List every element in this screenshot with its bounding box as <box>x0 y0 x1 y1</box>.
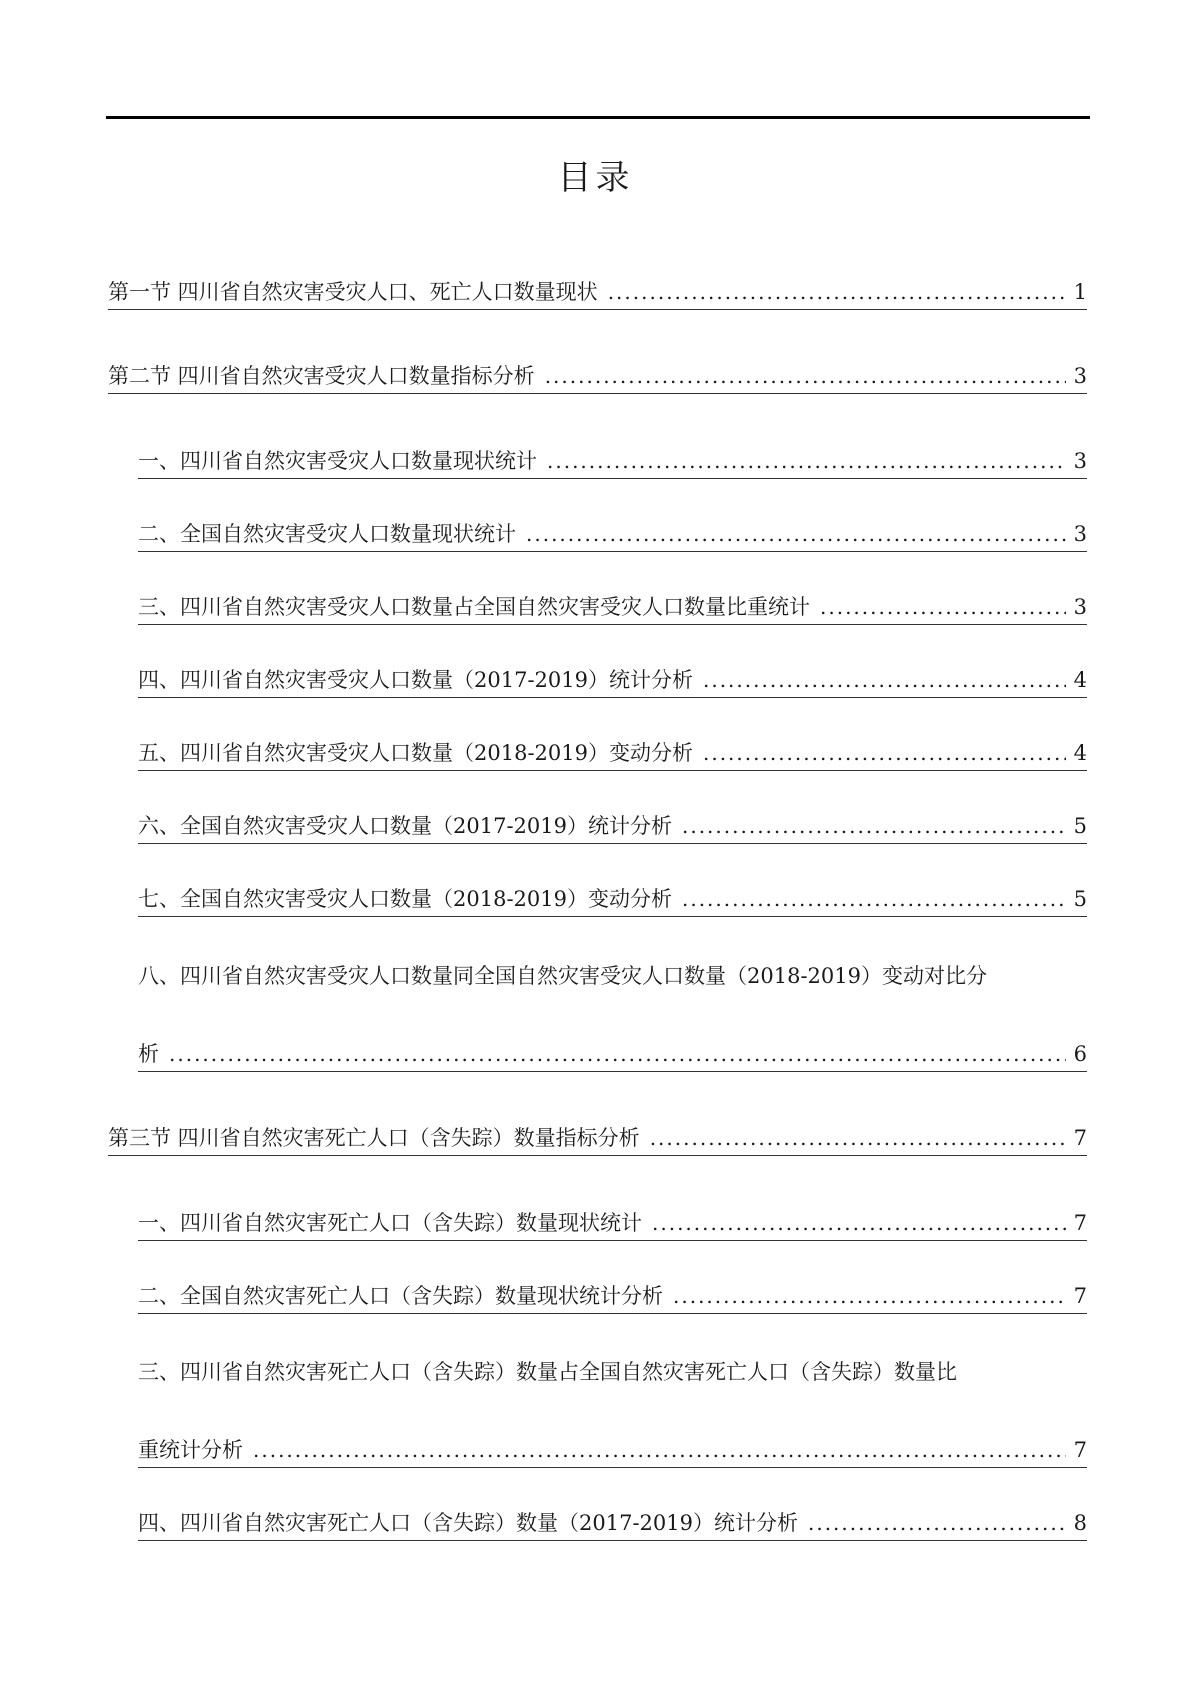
toc-entry-2-2[interactable] <box>138 516 1087 552</box>
dot-leader <box>253 1436 1066 1464</box>
toc-entry-text: 一、四川省自然灾害死亡人口（含失踪）数量现状统计 <box>138 1211 642 1235</box>
toc-page-number: 7 <box>1073 1126 1087 1150</box>
toc-entry-text: 析 <box>138 1042 159 1066</box>
toc-page-number: 4 <box>1073 668 1087 692</box>
toc-page-number: 1 <box>1073 280 1087 304</box>
dot-leader <box>703 666 1066 694</box>
toc-entry-text: 二、全国自然灾害死亡人口（含失踪）数量现状统计分析 <box>138 1284 663 1308</box>
toc-entry-3-1[interactable] <box>138 1205 1087 1241</box>
dot-leader <box>673 1282 1066 1310</box>
toc-entry-text: 五、四川省自然灾害受灾人口数量（2018-2019）变动分析 <box>138 741 693 765</box>
toc-entry-text: 重统计分析 <box>138 1438 243 1462</box>
toc-entry-text: 四、四川省自然灾害死亡人口（含失踪）数量（2017-2019）统计分析 <box>138 1511 798 1535</box>
toc-entry-2-7[interactable] <box>138 881 1087 917</box>
toc-page-number: 7 <box>1073 1211 1087 1235</box>
dot-leader <box>703 739 1066 767</box>
toc-entry-text: 七、全国自然灾害受灾人口数量（2018-2019）变动分析 <box>138 887 672 911</box>
toc-entry-2-5[interactable] <box>138 735 1087 771</box>
toc-page-number: 4 <box>1073 741 1087 765</box>
dot-leader <box>169 1040 1066 1068</box>
toc-entry-section-1[interactable] <box>108 274 1087 310</box>
toc-entry-text: 第三节 四川省自然灾害死亡人口（含失踪）数量指标分析 <box>108 1126 640 1150</box>
toc-entry-3-3-line1[interactable] <box>138 1358 1087 1394</box>
toc-entry-text: 六、全国自然灾害受灾人口数量（2017-2019）统计分析 <box>138 814 672 838</box>
toc-entry-3-4[interactable] <box>138 1505 1087 1541</box>
toc-page-number: 3 <box>1073 522 1087 546</box>
dot-leader <box>526 520 1066 548</box>
toc-page-number: 8 <box>1073 1511 1087 1535</box>
toc-entry-2-1[interactable] <box>138 443 1087 479</box>
toc-entry-2-6[interactable] <box>138 808 1087 844</box>
toc-page-number: 5 <box>1073 887 1087 911</box>
dot-leader <box>652 1209 1066 1237</box>
toc-page-number: 7 <box>1073 1438 1087 1462</box>
toc-entry-text: 一、四川省自然灾害受灾人口数量现状统计 <box>138 449 537 473</box>
toc-entry-text: 二、全国自然灾害受灾人口数量现状统计 <box>138 522 516 546</box>
toc-page-number: 6 <box>1073 1042 1087 1066</box>
dot-leader <box>808 1509 1066 1537</box>
toc-entry-3-3-line2[interactable] <box>138 1432 1087 1468</box>
toc-entry-2-3[interactable] <box>138 589 1087 625</box>
dot-leader <box>547 447 1066 475</box>
dot-leader <box>545 362 1066 390</box>
toc-page-number: 7 <box>1073 1284 1087 1308</box>
toc-entry-text: 四、四川省自然灾害受灾人口数量（2017-2019）统计分析 <box>138 668 693 692</box>
toc-entry-section-2[interactable] <box>108 358 1087 394</box>
page-title: 目录 <box>557 158 634 198</box>
toc-page-number: 5 <box>1073 814 1087 838</box>
toc-entry-text: 三、四川省自然灾害死亡人口（含失踪）数量占全国自然灾害死亡人口（含失踪）数量比 <box>138 1360 957 1384</box>
dot-leader <box>682 885 1066 913</box>
toc-entry-2-8-line1[interactable] <box>138 962 1087 998</box>
toc-entry-3-2[interactable] <box>138 1278 1087 1314</box>
toc-entry-text: 三、四川省自然灾害受灾人口数量占全国自然灾害受灾人口数量比重统计 <box>138 595 810 619</box>
dot-leader <box>650 1124 1066 1152</box>
toc-page-number: 3 <box>1073 595 1087 619</box>
toc-entry-text: 第一节 四川省自然灾害受灾人口、死亡人口数量现状 <box>108 280 598 304</box>
toc-entry-2-4[interactable] <box>138 662 1087 698</box>
toc-entry-2-8-line2[interactable] <box>138 1036 1087 1072</box>
toc-page-number: 3 <box>1073 364 1087 388</box>
toc-entry-text: 八、四川省自然灾害受灾人口数量同全国自然灾害受灾人口数量（2018-2019）变动对比分 <box>138 964 987 988</box>
dot-leader <box>820 593 1066 621</box>
toc-entry-text: 第二节 四川省自然灾害受灾人口数量指标分析 <box>108 364 535 388</box>
dot-leader <box>608 278 1066 306</box>
toc-page-number: 3 <box>1073 449 1087 473</box>
toc-entry-section-3[interactable] <box>108 1120 1087 1156</box>
dot-leader <box>682 812 1066 840</box>
